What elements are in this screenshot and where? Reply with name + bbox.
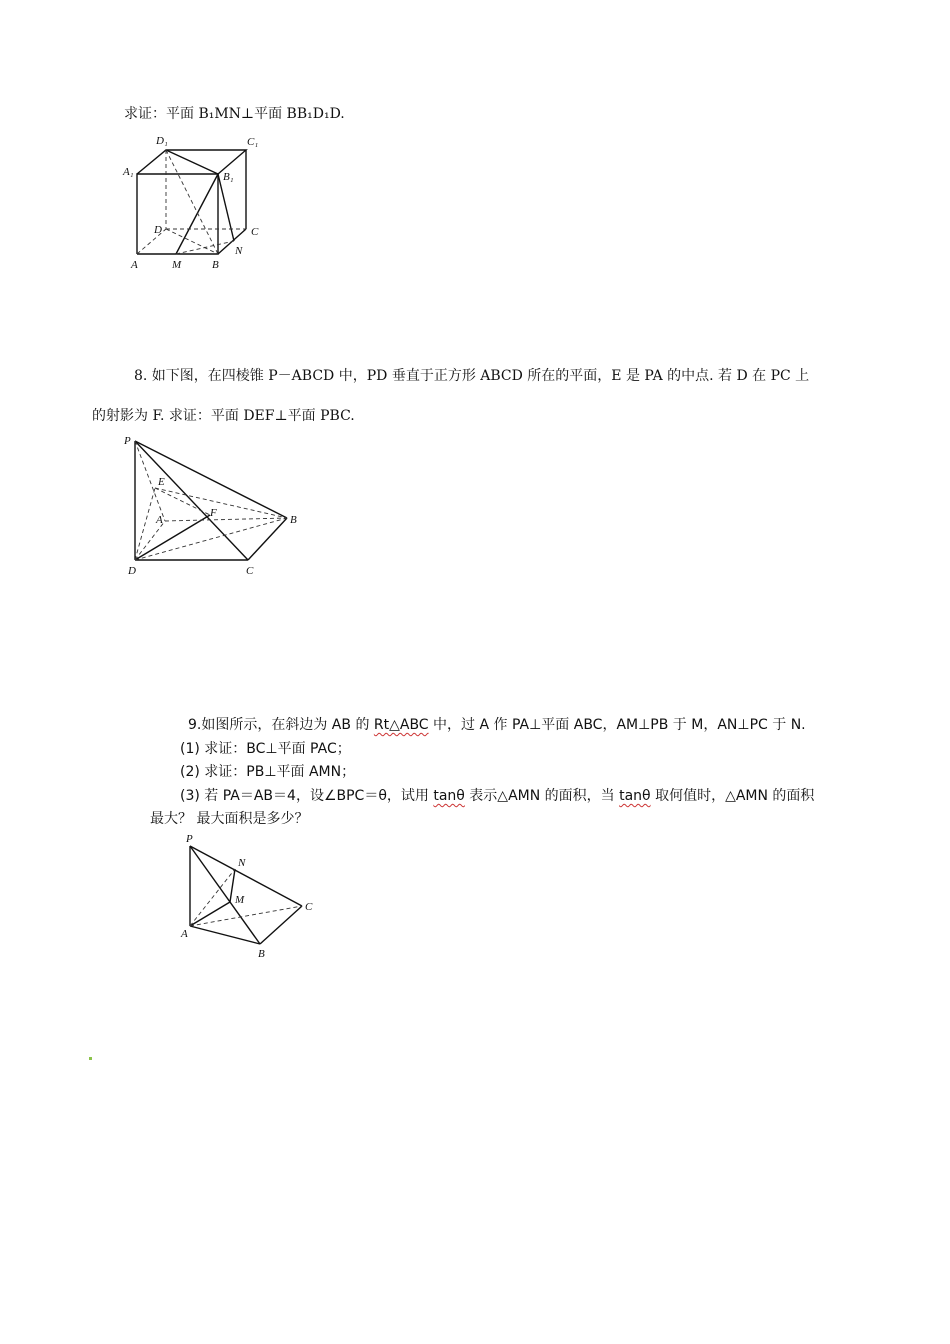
problem9-item1: (1) 求证：BC⊥平面 PAC； <box>180 741 351 757</box>
label-c: C <box>246 565 254 577</box>
label-a1: A₁ <box>123 166 134 178</box>
label-a: A <box>156 514 163 526</box>
label-b: B <box>290 514 297 526</box>
label-f: F <box>210 507 217 519</box>
label-b: B <box>258 948 265 960</box>
rt-triangle-term: Rt△ABC <box>373 717 429 733</box>
label-n: N <box>235 245 243 257</box>
problem8-line1: 8. 如下图，在四棱锥 P－ABCD 中，PD 垂直于正方形 ABCD 所在的平面，E 是 PA 的中点. 若 D 在 PC 上 <box>134 368 810 384</box>
label-m: M <box>172 259 182 271</box>
problem9-item2: (2) 求证：PB⊥平面 AMN； <box>180 764 356 780</box>
problem9-item3-line2: 最大？ 最大面积是多少？ <box>150 811 309 827</box>
label-e: E <box>158 476 165 488</box>
line-am <box>190 902 230 926</box>
label-d: D <box>154 224 162 236</box>
problem8-line2: 的射影为 F. 求证：平面 DEF⊥平面 PBC. <box>92 408 355 424</box>
label-p: P <box>186 833 193 845</box>
label-b: B <box>212 259 219 271</box>
label-b1: B₁ <box>223 171 234 183</box>
green-dot-mark <box>89 1057 92 1060</box>
label-c: C <box>305 901 313 913</box>
label-d: D <box>128 565 136 577</box>
label-m: M <box>235 894 245 906</box>
label-c: C <box>251 226 259 238</box>
label-n: N <box>238 857 246 869</box>
label-a: A <box>131 259 138 271</box>
edge-pc <box>190 846 302 906</box>
problem7-statement: 求证：平面 B₁MN⊥平面 BB₁D₁D. <box>124 106 345 122</box>
problem9-intro: 9.如图所示，在斜边为 AB 的 Rt△ABC 中，过 A 作 PA⊥平面 ABC，AM⊥PB 于 M，AN⊥PC 于 N. <box>188 717 806 733</box>
label-d1: D₁ <box>156 135 168 147</box>
edge-bc <box>260 906 302 944</box>
label-a: A <box>181 928 188 940</box>
label-c1: C₁ <box>247 136 259 148</box>
label-p: P <box>124 435 131 447</box>
problem9-item3: (3) 若 PA＝AB＝4，设∠BPC＝θ，试用 tanθ 表示△AMN 的面积，当 tanθ 取何值时，△AMN 的面积 <box>180 788 815 804</box>
